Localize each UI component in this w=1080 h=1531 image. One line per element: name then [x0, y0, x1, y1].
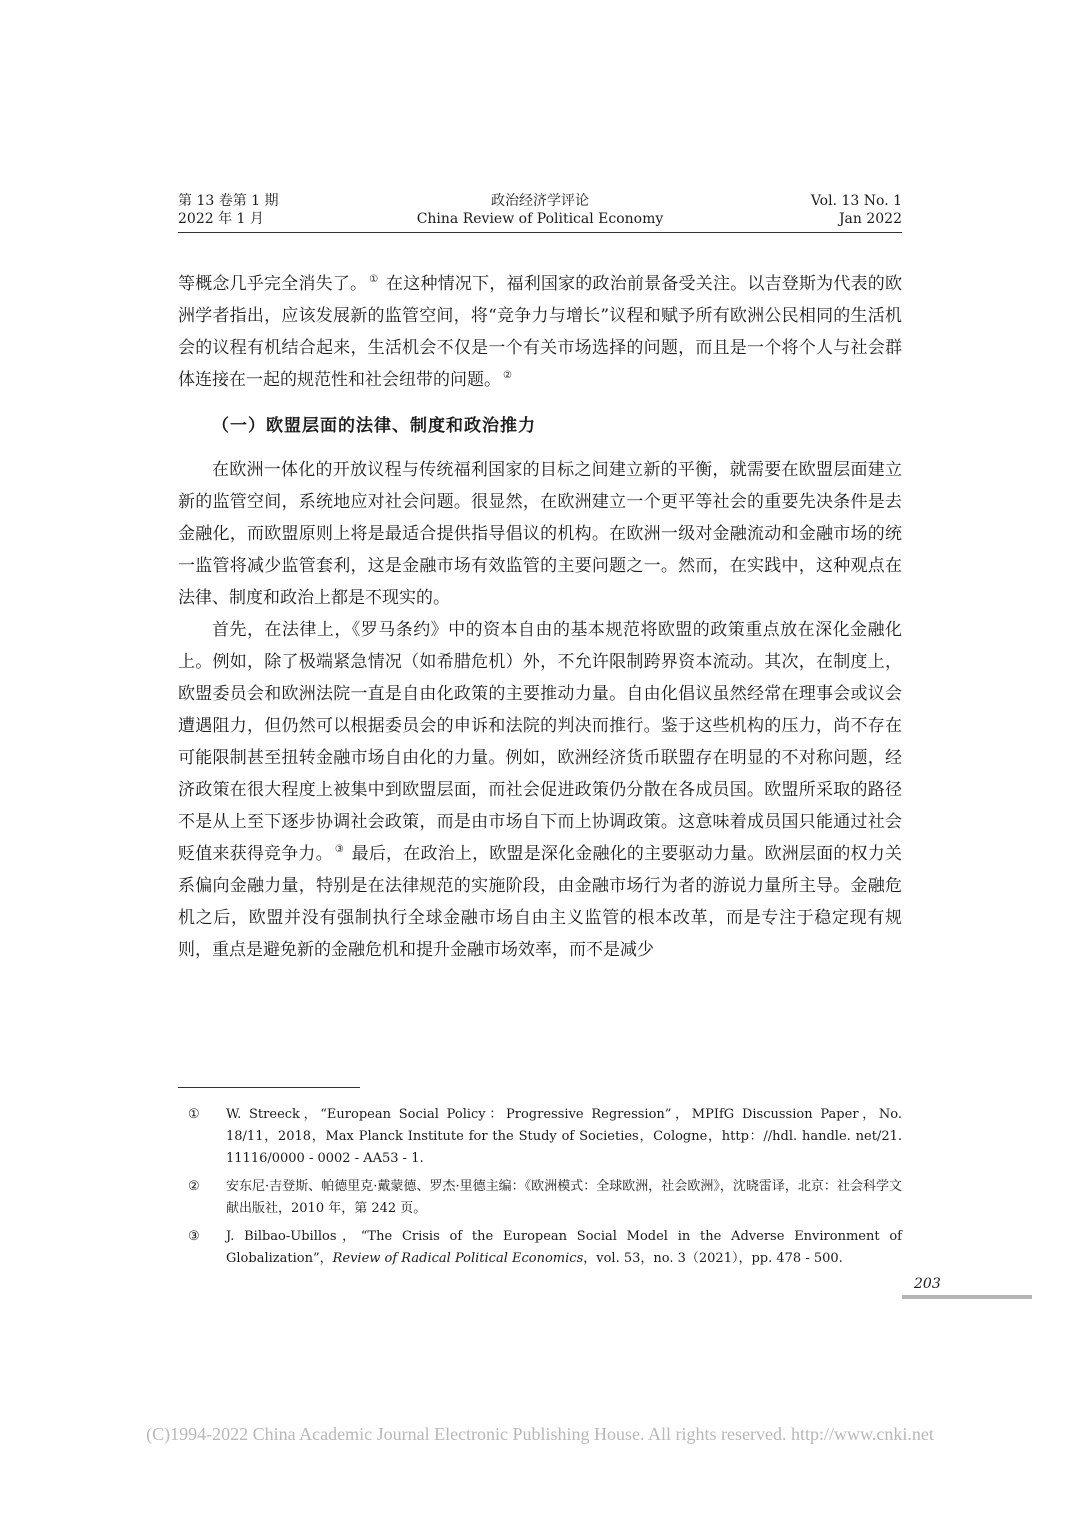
footnote-text: W. Streeck，“European Social Policy：Progressive Regression”，MPIfG Discussion Paper，No. 18/11，2018，Max Planck Institute for the Study of Societies，Cologne，http：//hdl. handle. net/21. 11116/0000 - 0002 - AA53 - 1. [226, 1107, 902, 1166]
header-issue-info [811, 192, 902, 228]
running-header [178, 192, 902, 233]
header-date-en: Jan 2022 [838, 211, 902, 227]
page-number: 203 [914, 1276, 941, 1292]
journal-name: Review of Radical Political Economics [332, 1251, 584, 1266]
journal-title-en: China Review of Political Economy [416, 211, 664, 227]
footnote-ref-3[interactable]: ③ [334, 844, 345, 856]
paragraph-2: 在欧洲一体化的开放议程与传统福利国家的目标之间建立新的平衡，就需要在欧盟层面建立新的监管空间，系统地应对社会问题。很显然，在欧洲建立一个更平等社会的重要先决条件是去金融化，而欧盟原则上将是最适合提供指导倡议的机构。在欧洲一级对金融流动和金融市场的统一监管将减少监管套利，这是金融市场有效监管的主要问题之一。然而，在实践中，这种观点在法律、制度和政治上都是不现实的。 [178, 460, 902, 608]
footnote-text-b: ，vol. 53，no. 3（2021），pp. 478 - 500. [583, 1251, 843, 1266]
footnote-text [226, 1226, 902, 1270]
paragraph-1-text-a: 等概念几乎完全消失了。 [178, 274, 368, 294]
footnote-mark: ② [188, 1179, 200, 1194]
paragraph-3-text-b: 最后，在政治上，欧盟是深化金融化的主要驱动力量。欧洲层面的权力关系偏向金融力量，特别是在法律规范的实施阶段，由金融市场行为者的游说力量所主导。金融危机之后，欧盟并没有强制执行全球金融市场自由主义监管的根本改革，而是专注于稳定现有规则，重点是避免新的金融危机和提升金融市场效率，而不是减少 [178, 844, 903, 960]
paragraph-3-text-a: 首先，在法律上，《罗马条约》中的资本自由的基本规范将欧盟的政策重点放在深化金融化上。例如，除了极端紧急情况（如希腊危机）外，不允许限制跨界资本流动。其次，在制度上，欧盟委员会和欧洲法院一直是自由化政策的主要推动力量。自由化倡议虽然经常在理事会或议会遭遇阻力，但仍然可以根据委员会的申诉和法院的判决而推行。鉴于这些机构的压力，尚不存在可能限制甚至扭转金融市场自由化的力量。例如，欧洲经济货币联盟存在明显的不对称问题，经济政策在很大程度上被集中到欧盟层面，而社会促进政策仍分散在各成员国。欧盟所采取的路径不是从上至下逐步协调社会政策，而是由市场自下而上协调政策。这意味着成员国只能通过社会贬值来获得竞争力。 [178, 620, 902, 864]
header-date-cn: 2022 年 1 月 [178, 211, 264, 227]
footnote-text: 安东尼·吉登斯、帕德里克·戴蒙德、罗杰·里德主编：《欧洲模式：全球欧洲，社会欧洲》，沈晓雷译，北京：社会科学文献出版社，2010 年，第 242 页。 [226, 1179, 902, 1216]
footnote-ref-2[interactable]: ② [503, 370, 512, 382]
header-journal-title [178, 192, 902, 228]
article-body [178, 268, 902, 966]
footnote-1 [178, 1104, 902, 1170]
footnote-2 [178, 1176, 902, 1220]
page-number-rule [902, 1295, 1032, 1299]
footnote-mark: ③ [188, 1229, 200, 1244]
footnote-mark: ① [188, 1107, 200, 1122]
footnote-text-a: J. Bilbao-Ubillos，“The Crisis of the European Social Model in the Adverse Environment of Globalization”， [226, 1229, 902, 1266]
footnote-3 [178, 1226, 902, 1270]
footnote-ref-1[interactable]: ① [369, 274, 379, 286]
paragraph-1 [178, 268, 902, 396]
header-issue: Vol. 13 No. 1 [810, 193, 902, 209]
footnote-divider [178, 1087, 360, 1088]
journal-title-cn: 政治经济学评论 [491, 193, 589, 209]
header-volume: 第 13 卷第 1 期 [178, 193, 279, 209]
section-heading: （一）欧盟层面的法律、制度和政治推力 [212, 416, 536, 436]
copyright-watermark: (C)1994-2022 China Academic Journal Electronic Publishing House. All rights reserved. http://www.cnki.net [146, 1424, 934, 1444]
footnotes [178, 1104, 902, 1276]
paragraph-1-text-b: 在这种情况下，福利国家的政治前景备受关注。以吉登斯为代表的欧洲学者指出，应该发展新的监管空间，将“竞争力与增长”议程和赋予所有欧洲公民相同的生活机会的议程有机结合起来，生活机会不仅是一个有关市场选择的问题，而且是一个将个人与社会群体连接在一起的规范性和社会纽带的问题。 [178, 274, 903, 390]
paragraph-3 [178, 614, 902, 966]
